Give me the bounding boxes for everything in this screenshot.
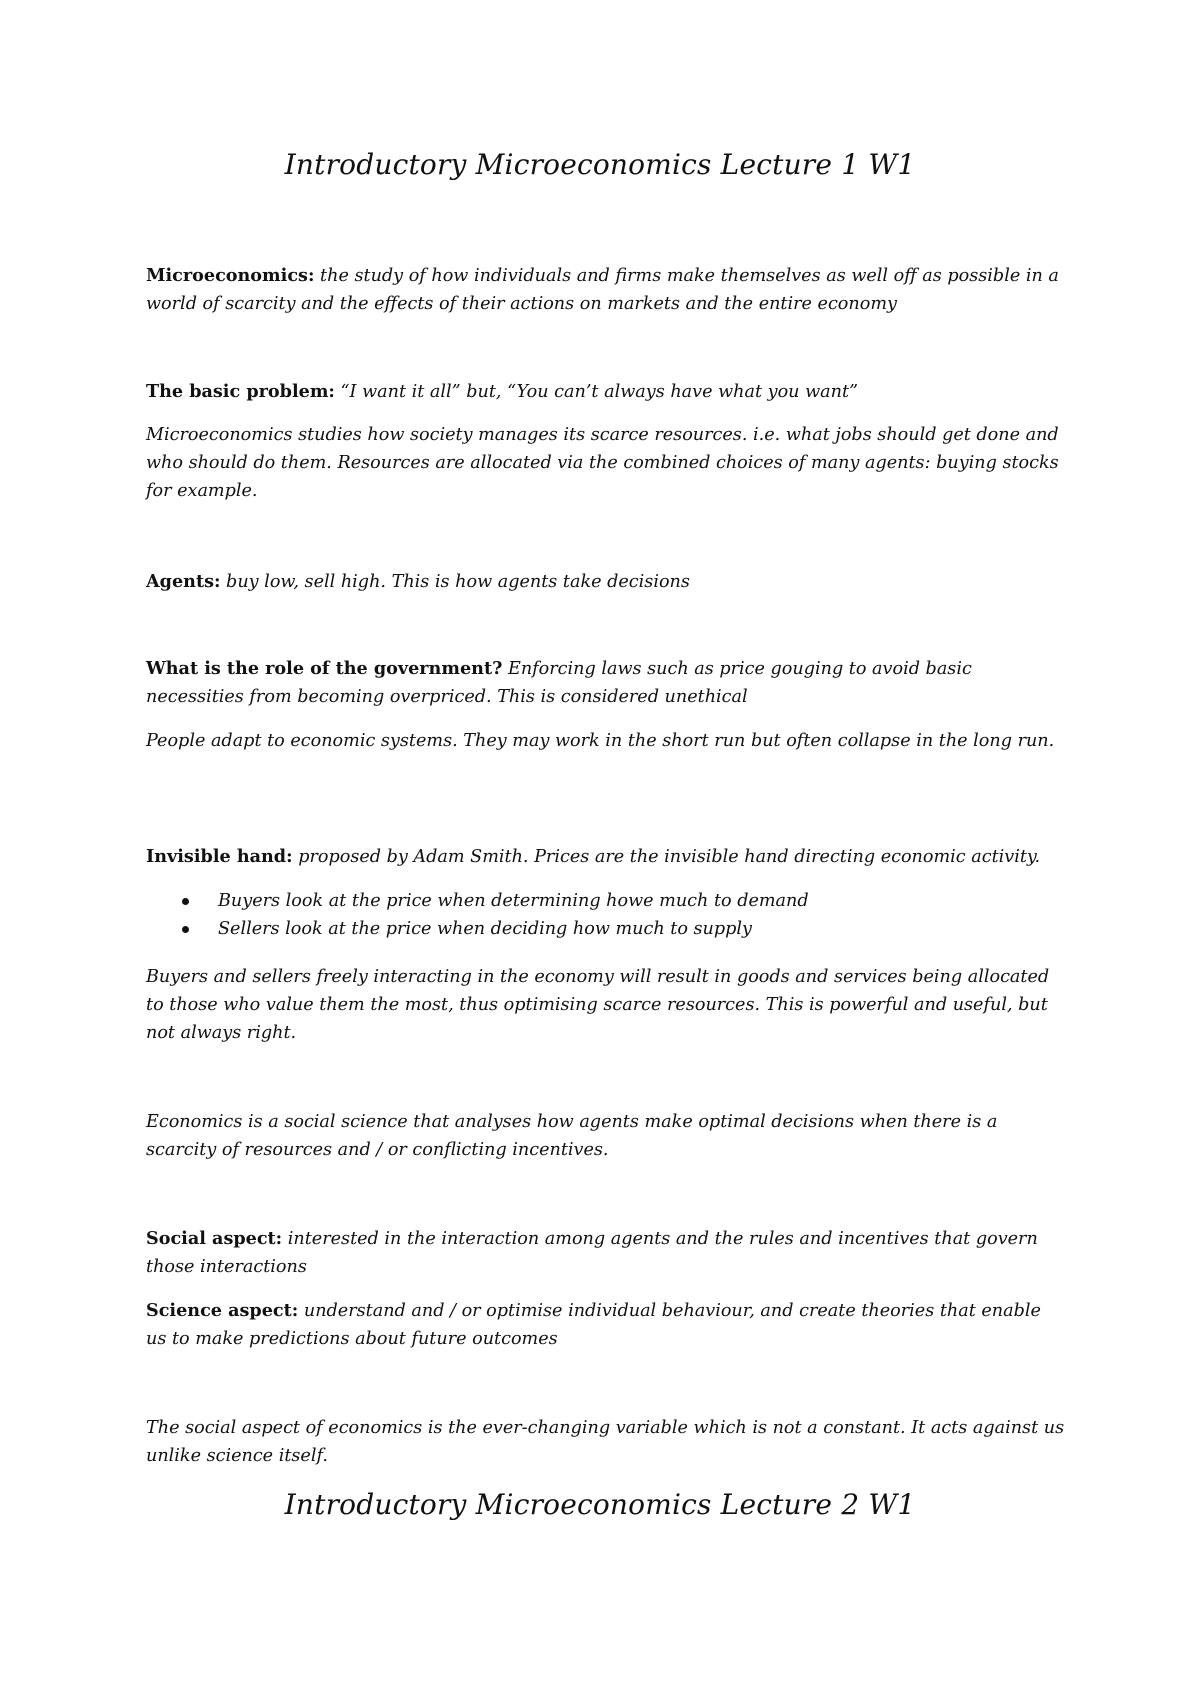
adapt-paragraph: People adapt to economic systems. They may work in the short run but often collapse in the long run. — [146, 731, 1055, 751]
bullet-icon — [182, 926, 189, 933]
government-term: What is the role of the government? — [146, 658, 503, 679]
list-item — [146, 887, 1066, 915]
science-aspect-term: Science aspect: — [146, 1300, 299, 1321]
government-text: Enforcing laws such as price gouging to avoid basic necessities from becoming overpriced. This is considered unethical — [146, 659, 972, 707]
basic-problem — [146, 378, 1066, 406]
basic-problem-text: “I want it all” but, “You can’t always have what you want” — [334, 382, 859, 402]
social-aspect-text: interested in the interaction among agents and the rules and incentives that govern those interactions — [146, 1229, 1038, 1277]
lecture-1-title: Introductory Microeconomics Lecture 1 W1 — [284, 148, 916, 181]
social-aspect-definition — [146, 1225, 1066, 1281]
microeconomics-definition — [146, 262, 1066, 318]
invisible-hand-term: Invisible hand: — [146, 846, 293, 867]
agents-term: Agents: — [146, 571, 221, 592]
microeconomics-term: Microeconomics: — [146, 265, 315, 286]
science-aspect-definition — [146, 1297, 1066, 1353]
invisible-hand-text: proposed by Adam Smith. Prices are the invisible hand directing economic activity. — [292, 847, 1041, 867]
social-science-paragraph: Economics is a social science that analyses how agents make optimal decisions when there is a scarcity of resources and / or conflicting incentives. — [146, 1112, 998, 1160]
science-aspect-text: understand and / or optimise individual behaviour, and create theories that enable us to make predictions about future outcomes — [146, 1301, 1041, 1349]
price-bullet-list — [146, 887, 1066, 943]
bullet-text: Sellers look at the price when deciding how much to supply — [218, 919, 752, 939]
scarce-resources-paragraph: Microeconomics studies how society manages its scarce resources. i.e. what jobs should get done and who should do them. Resources are allocated via the combined choices of many agents: buying stocks for example. — [146, 425, 1059, 501]
social-aspect-term: Social aspect: — [146, 1228, 283, 1249]
government-role — [146, 655, 1066, 711]
closing-paragraph: The social aspect of economics is the ever-changing variable which is not a constant. It acts against us unlike science itself. — [146, 1418, 1065, 1466]
list-item — [146, 915, 1066, 943]
microeconomics-text: the study of how individuals and firms make themselves as well off as possible in a world of scarcity and the effects of their actions on markets and the entire economy — [146, 266, 1059, 314]
agents-definition — [146, 568, 1066, 596]
basic-problem-term: The basic problem: — [146, 381, 335, 402]
buyers-sellers-paragraph: Buyers and sellers freely interacting in the economy will result in goods and services being allocated to those who value them the most, thus optimising scarce resources. This is powerful and useful, but not always right. — [146, 967, 1050, 1043]
bullet-icon — [182, 898, 189, 905]
agents-text: buy low, sell high. This is how agents take decisions — [220, 572, 690, 592]
invisible-hand-definition — [146, 843, 1066, 871]
lecture-2-title: Introductory Microeconomics Lecture 2 W1 — [284, 1488, 916, 1521]
bullet-text: Buyers look at the price when determining howe much to demand — [218, 891, 809, 911]
